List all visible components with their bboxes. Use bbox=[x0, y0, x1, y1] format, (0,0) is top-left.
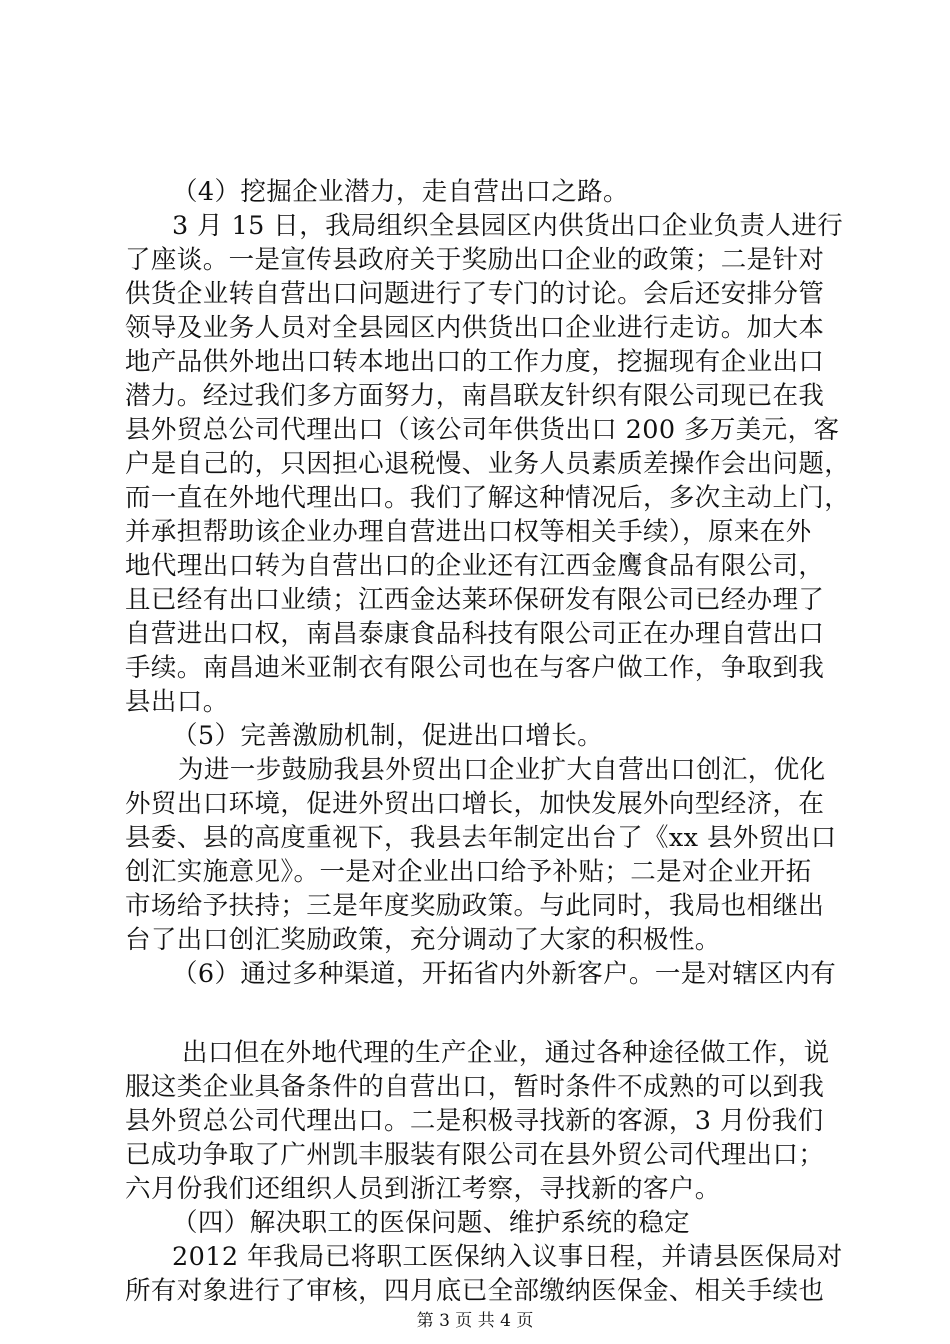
paragraph-line: 地产品供外地出口转本地出口的工作力度，挖掘现有企业出口 bbox=[125, 347, 825, 377]
paragraph-line: 县外贸总公司代理出口。二是积极寻找新的客源，3 月份我们 bbox=[125, 1106, 824, 1136]
subheading-5: （5）完善激励机制，促进出口增长。 bbox=[172, 721, 604, 751]
paragraph-line: 台了出口创汇奖励政策，充分调动了大家的积极性。 bbox=[125, 925, 721, 955]
paragraph-line: 地代理出口转为自营出口的企业还有江西金鹰食品有限公司， bbox=[125, 551, 825, 581]
paragraph-line: 已成功争取了广州凯丰服装有限公司在县外贸公司代理出口； bbox=[125, 1140, 825, 1170]
paragraph-line: 服这类企业具备条件的自营出口，暂时条件不成熟的可以到我 bbox=[125, 1072, 825, 1102]
section-heading-4: （四）解决职工的医保问题、维护系统的稳定 bbox=[172, 1208, 691, 1238]
paragraph-line: 潜力。经过我们多方面努力，南昌联友针织有限公司现已在我 bbox=[125, 381, 825, 411]
paragraph-line: 户是自己的，只因担心退税慢、业务人员素质差操作会出问题， bbox=[125, 449, 851, 479]
paragraph-line: 3 月 15 日，我局组织全县园区内供货出口企业负责人进行 bbox=[172, 211, 844, 241]
paragraph-line: 为进一步鼓励我县外贸出口企业扩大自营出口创汇，优化 bbox=[178, 755, 826, 785]
paragraph-line: 创汇实施意见》。一是对企业出口给予补贴；二是对企业开拓 bbox=[125, 857, 812, 887]
paragraph-line: 市场给予扶持；三是年度奖励政策。与此同时，我局也相继出 bbox=[125, 891, 825, 921]
paragraph-line: 且已经有出口业绩；江西金达莱环保研发有限公司已经办理了 bbox=[125, 585, 825, 615]
paragraph-line: 2012 年我局已将职工医保纳入议事日程，并请县医保局对 bbox=[172, 1242, 843, 1272]
subheading-6: （6）通过多种渠道，开拓省内外新客户。一是对辖区内有 bbox=[172, 959, 837, 989]
paragraph-line: 领导及业务人员对全县园区内供货出口企业进行走访。加大本 bbox=[125, 313, 825, 343]
paragraph-line: 自营进出口权，南昌泰康食品科技有限公司正在办理自营出口 bbox=[125, 619, 825, 649]
paragraph-line: 六月份我们还组织人员到浙江考察，寻找新的客户。 bbox=[125, 1174, 721, 1204]
subheading-4: （4）挖掘企业潜力，走自营出口之路。 bbox=[172, 177, 629, 207]
paragraph-line: 外贸出口环境，促进外贸出口增长，加快发展外向型经济，在 bbox=[125, 789, 825, 819]
paragraph-line: 并承担帮助该企业办理自营进出口权等相关手续），原来在外 bbox=[125, 517, 812, 547]
page-footer: 第 3 页 共 4 页 bbox=[416, 1311, 534, 1331]
paragraph-line: 出口但在外地代理的生产企业，通过各种途径做工作，说 bbox=[182, 1038, 830, 1068]
paragraph-line: 而一直在外地代理出口。我们了解这种情况后，多次主动上门， bbox=[125, 483, 851, 513]
paragraph-line: 县委、县的高度重视下，我县去年制定出台了《xx 县外贸出口 bbox=[125, 823, 837, 853]
paragraph-line: 手续。南昌迪米亚制衣有限公司也在与客户做工作，争取到我 bbox=[125, 653, 825, 683]
paragraph-line: 了座谈。一是宣传县政府关于奖励出口企业的政策；二是针对 bbox=[125, 245, 825, 275]
paragraph-line: 所有对象进行了审核，四月底已全部缴纳医保金、相关手续也 bbox=[125, 1276, 825, 1306]
paragraph-line: 县出口。 bbox=[125, 687, 229, 717]
paragraph-line: 供货企业转自营出口问题进行了专门的讨论。会后还安排分管 bbox=[125, 279, 825, 309]
paragraph-line: 县外贸总公司代理出口（该公司年供货出口 200 多万美元，客 bbox=[125, 415, 840, 445]
